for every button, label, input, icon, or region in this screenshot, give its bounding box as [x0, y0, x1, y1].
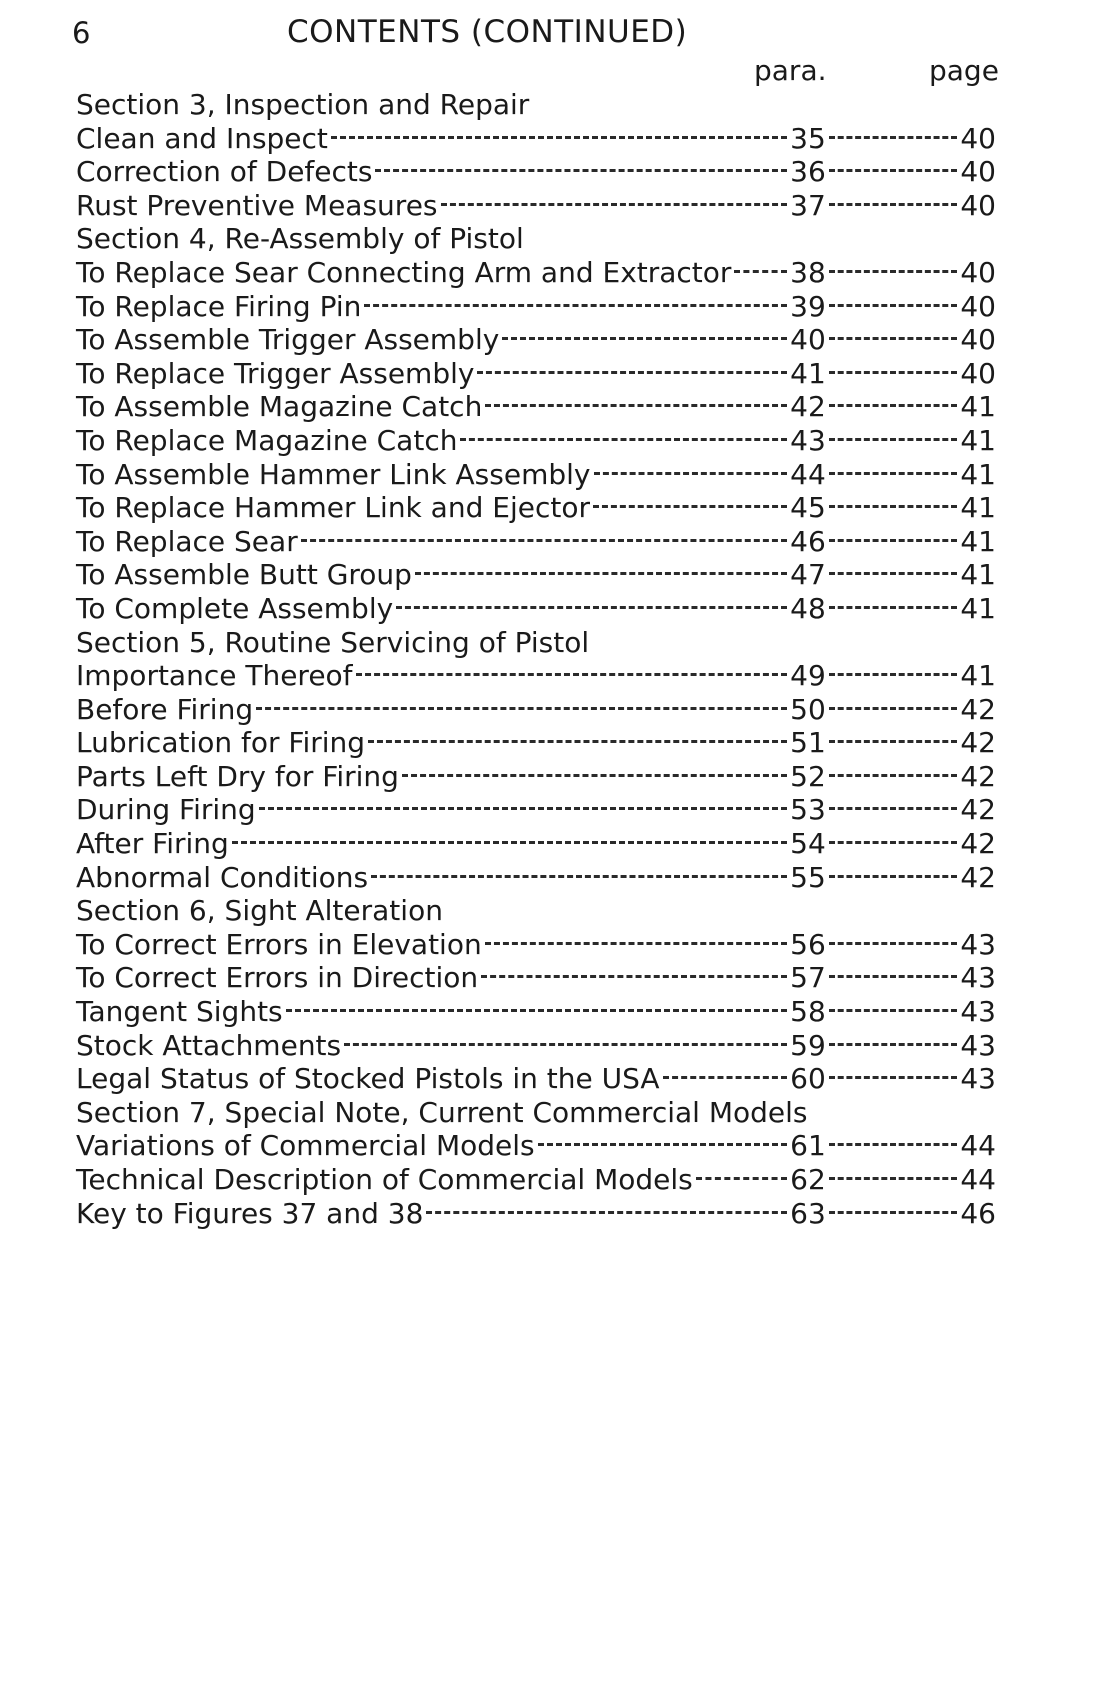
toc-entry	[76, 256, 996, 290]
section-title: Section 3, Inspection and Repair	[76, 88, 530, 121]
toc-entry	[76, 323, 996, 357]
dash-leader	[829, 1076, 957, 1079]
dash-leader	[829, 1177, 957, 1180]
dash-leader	[502, 337, 787, 340]
dash-leader	[356, 673, 787, 676]
entry-page-number: 41	[960, 659, 996, 693]
entry-page-number: 42	[960, 692, 996, 726]
entry-page-number: 41	[960, 491, 996, 525]
entry-title: Tangent Sights	[76, 995, 283, 1029]
entry-para-number: 56	[790, 927, 826, 961]
dash-leader	[696, 1177, 787, 1180]
toc-entry	[76, 861, 996, 895]
toc-entry	[76, 122, 996, 156]
entry-page-number: 43	[960, 995, 996, 1029]
entry-title: Abnormal Conditions	[76, 860, 369, 894]
entry-title: To Correct Errors in Direction	[76, 961, 479, 995]
entry-title: To Assemble Trigger Assembly	[76, 323, 500, 357]
dash-leader	[829, 404, 957, 407]
dash-leader	[485, 942, 787, 945]
entry-page-number: 46	[960, 1196, 996, 1230]
toc-entry	[76, 491, 996, 525]
dash-leader	[829, 606, 957, 609]
toc-entry-line	[76, 424, 996, 458]
dash-leader	[256, 707, 787, 710]
entry-page-number: 40	[960, 289, 996, 323]
dash-leader	[829, 472, 957, 475]
entry-para-number: 38	[790, 255, 826, 289]
dash-leader	[415, 572, 787, 575]
toc-entry-line	[76, 122, 996, 156]
dash-leader	[829, 371, 957, 374]
entry-page-number: 40	[960, 155, 996, 189]
entry-title: Stock Attachments	[76, 1028, 342, 1062]
toc-entry	[76, 290, 996, 324]
dash-leader	[829, 270, 957, 273]
entry-title: Rust Preventive Measures	[76, 188, 438, 222]
entry-page-number: 40	[960, 255, 996, 289]
entry-para-number: 41	[790, 356, 826, 390]
entry-title: Parts Left Dry for Firing	[76, 759, 399, 793]
entry-para-number: 50	[790, 692, 826, 726]
entry-title: Key to Figures 37 and 38	[76, 1196, 424, 1230]
dash-leader	[426, 1211, 787, 1214]
dash-leader	[460, 438, 787, 441]
toc-entry-line	[76, 323, 996, 357]
toc-entry	[76, 592, 996, 626]
dash-leader	[663, 1076, 787, 1079]
entry-title: Clean and Inspect	[76, 121, 328, 155]
dash-leader	[829, 673, 957, 676]
dash-leader	[344, 1043, 787, 1046]
section-title: Section 5, Routine Servicing of Pistol	[76, 625, 590, 659]
entry-title: Lubrication for Firing	[76, 726, 366, 760]
toc-entry	[76, 961, 996, 995]
page-column-header: page	[929, 54, 999, 87]
dash-leader	[538, 1143, 787, 1146]
entry-page-number: 41	[960, 558, 996, 592]
dash-leader	[829, 942, 957, 945]
entry-page-number: 40	[960, 356, 996, 390]
entry-para-number: 46	[790, 524, 826, 558]
dash-leader	[286, 1009, 787, 1012]
entry-para-number: 52	[790, 759, 826, 793]
dash-leader	[829, 337, 957, 340]
dash-leader	[441, 203, 787, 206]
dash-leader	[477, 371, 787, 374]
toc-entry-line	[76, 155, 996, 189]
entry-page-number: 41	[960, 457, 996, 491]
dash-leader	[396, 606, 787, 609]
entry-title: Correction of Defects	[76, 155, 373, 189]
dash-leader	[829, 438, 957, 441]
entry-page-number: 43	[960, 927, 996, 961]
entry-page-number: 42	[960, 726, 996, 760]
entry-title: To Replace Magazine Catch	[76, 423, 458, 457]
entry-para-number: 59	[790, 1028, 826, 1062]
dash-leader	[259, 807, 787, 810]
toc-entry-line	[76, 290, 996, 324]
dash-leader	[829, 304, 957, 307]
entry-page-number: 42	[960, 759, 996, 793]
toc-entry	[76, 995, 996, 1029]
toc-entry-line	[76, 525, 996, 559]
toc-entry-line	[76, 189, 996, 223]
dash-leader	[829, 774, 957, 777]
dash-leader	[829, 539, 957, 542]
entry-page-number: 44	[960, 1129, 996, 1163]
toc-entry	[76, 693, 996, 727]
entry-para-number: 47	[790, 558, 826, 592]
toc-entry-line	[76, 1163, 996, 1197]
entry-title: Technical Description of Commercial Models	[76, 1163, 693, 1196]
dash-leader	[829, 1009, 957, 1012]
entry-page-number: 40	[960, 188, 996, 222]
entry-para-number: 53	[790, 793, 826, 827]
dash-leader	[375, 169, 787, 172]
dash-leader	[829, 1211, 957, 1214]
toc-entry-line	[76, 256, 996, 290]
dash-leader	[829, 572, 957, 575]
para-column-header: para.	[754, 54, 827, 87]
entry-title: To Assemble Hammer Link Assembly	[76, 457, 591, 491]
section-heading	[76, 1096, 996, 1130]
dash-leader	[402, 774, 787, 777]
toc-entry	[76, 558, 996, 592]
entry-title: To Replace Sear Connecting Arm and Extractor	[76, 255, 732, 289]
section-title: Section 6, Sight Alteration	[76, 894, 443, 928]
entry-para-number: 57	[790, 961, 826, 995]
toc-entry	[76, 1163, 996, 1197]
entry-title: To Replace Sear	[76, 524, 298, 558]
dash-leader	[829, 975, 957, 978]
toc-entry-line	[76, 726, 996, 760]
entry-page-number: 40	[960, 121, 996, 155]
toc-entry	[76, 659, 996, 693]
entry-para-number: 51	[790, 726, 826, 760]
toc-entry	[76, 1029, 996, 1063]
entry-para-number: 39	[790, 289, 826, 323]
entry-title: Variations of Commercial Models	[76, 1129, 535, 1163]
entry-title: During Firing	[76, 793, 256, 827]
toc-entry	[76, 458, 996, 492]
dash-leader	[829, 169, 957, 172]
entry-title: To Replace Firing Pin	[76, 289, 362, 323]
entry-title: Before Firing	[76, 692, 254, 726]
dash-leader	[481, 975, 787, 978]
toc-entry-line	[76, 1029, 996, 1063]
dash-leader	[829, 807, 957, 810]
page-title: CONTENTS (CONTINUED)	[287, 14, 688, 50]
toc-entry	[76, 525, 996, 559]
entry-para-number: 55	[790, 860, 826, 894]
toc-entry-line	[76, 961, 996, 995]
toc-entry	[76, 155, 996, 189]
entry-page-number: 43	[960, 1062, 996, 1096]
entry-title: After Firing	[76, 827, 229, 861]
entry-para-number: 45	[790, 491, 826, 525]
dash-leader	[371, 875, 787, 878]
toc-entry	[76, 424, 996, 458]
table-of-contents	[76, 88, 996, 1230]
entry-page-number: 43	[960, 961, 996, 995]
dash-leader	[593, 505, 787, 508]
section-heading	[76, 894, 996, 928]
toc-entry-line	[76, 1197, 996, 1231]
toc-entry-line	[76, 558, 996, 592]
toc-entry-line	[76, 827, 996, 861]
dash-leader	[301, 539, 787, 542]
toc-entry-line	[76, 928, 996, 962]
entry-page-number: 42	[960, 827, 996, 861]
entry-para-number: 42	[790, 390, 826, 424]
toc-entry-line	[76, 357, 996, 391]
toc-entry-line	[76, 458, 996, 492]
toc-entry-line	[76, 793, 996, 827]
entry-page-number: 42	[960, 860, 996, 894]
dash-leader	[829, 707, 957, 710]
entry-page-number: 41	[960, 390, 996, 424]
section-title: Section 4, Re-Assembly of Pistol	[76, 222, 524, 256]
entry-para-number: 48	[790, 591, 826, 625]
entry-page-number: 43	[960, 1028, 996, 1062]
entry-title: To Correct Errors in Elevation	[76, 927, 482, 961]
toc-entry-line	[76, 659, 996, 693]
entry-page-number: 41	[960, 423, 996, 457]
toc-entry-line	[76, 1129, 996, 1163]
entry-page-number: 40	[960, 323, 996, 357]
entry-title: To Replace Hammer Link and Ejector	[76, 491, 590, 525]
dash-leader	[829, 841, 957, 844]
dash-leader	[829, 203, 957, 206]
dash-leader	[829, 136, 957, 139]
toc-entry-line	[76, 760, 996, 794]
toc-entry-line	[76, 693, 996, 727]
toc-entry	[76, 390, 996, 424]
entry-title: To Complete Assembly	[76, 591, 394, 625]
dash-leader	[829, 875, 957, 878]
dash-leader	[485, 404, 787, 407]
entry-para-number: 49	[790, 659, 826, 693]
entry-title: To Replace Trigger Assembly	[76, 356, 475, 390]
entry-para-number: 54	[790, 827, 826, 861]
entry-page-number: 41	[960, 524, 996, 558]
toc-entry	[76, 1197, 996, 1231]
entry-para-number: 40	[790, 323, 826, 357]
entry-para-number: 63	[790, 1196, 826, 1230]
toc-entry	[76, 357, 996, 391]
page-number: 6	[72, 16, 91, 50]
toc-entry	[76, 760, 996, 794]
entry-title: Importance Thereof	[76, 659, 353, 693]
entry-title: To Assemble Magazine Catch	[76, 390, 483, 424]
entry-para-number: 36	[790, 155, 826, 189]
section-title: Section 7, Special Note, Current Commercial Models	[76, 1095, 808, 1129]
dash-leader	[331, 136, 787, 139]
toc-entry	[76, 928, 996, 962]
toc-entry	[76, 189, 996, 223]
toc-entry	[76, 726, 996, 760]
entry-para-number: 60	[790, 1062, 826, 1096]
toc-entry	[76, 1129, 996, 1163]
entry-para-number: 35	[790, 121, 826, 155]
dash-leader	[829, 1043, 957, 1046]
toc-entry	[76, 1062, 996, 1096]
entry-para-number: 44	[790, 457, 826, 491]
toc-entry-line	[76, 861, 996, 895]
toc-entry	[76, 793, 996, 827]
dash-leader	[829, 505, 957, 508]
entry-title: To Assemble Butt Group	[76, 558, 412, 592]
dash-leader	[829, 1143, 957, 1146]
toc-entry-line	[76, 592, 996, 626]
entry-page-number: 41	[960, 591, 996, 625]
dash-leader	[734, 270, 787, 273]
entry-para-number: 61	[790, 1129, 826, 1163]
dash-leader	[594, 472, 788, 475]
dash-leader	[368, 740, 787, 743]
dash-leader	[829, 740, 957, 743]
entry-page-number: 42	[960, 793, 996, 827]
entry-para-number: 58	[790, 995, 826, 1029]
section-heading	[76, 88, 996, 122]
toc-entry	[76, 827, 996, 861]
entry-page-number: 44	[960, 1163, 996, 1196]
entry-para-number: 37	[790, 188, 826, 222]
section-heading	[76, 626, 996, 660]
entry-title: Legal Status of Stocked Pistols in the USA	[76, 1062, 660, 1096]
section-heading	[76, 222, 996, 256]
dash-leader	[364, 304, 787, 307]
entry-para-number: 62	[790, 1163, 826, 1196]
toc-entry-line	[76, 390, 996, 424]
toc-entry-line	[76, 491, 996, 525]
toc-entry-line	[76, 1062, 996, 1096]
toc-entry-line	[76, 995, 996, 1029]
entry-para-number: 43	[790, 423, 826, 457]
dash-leader	[232, 841, 787, 844]
